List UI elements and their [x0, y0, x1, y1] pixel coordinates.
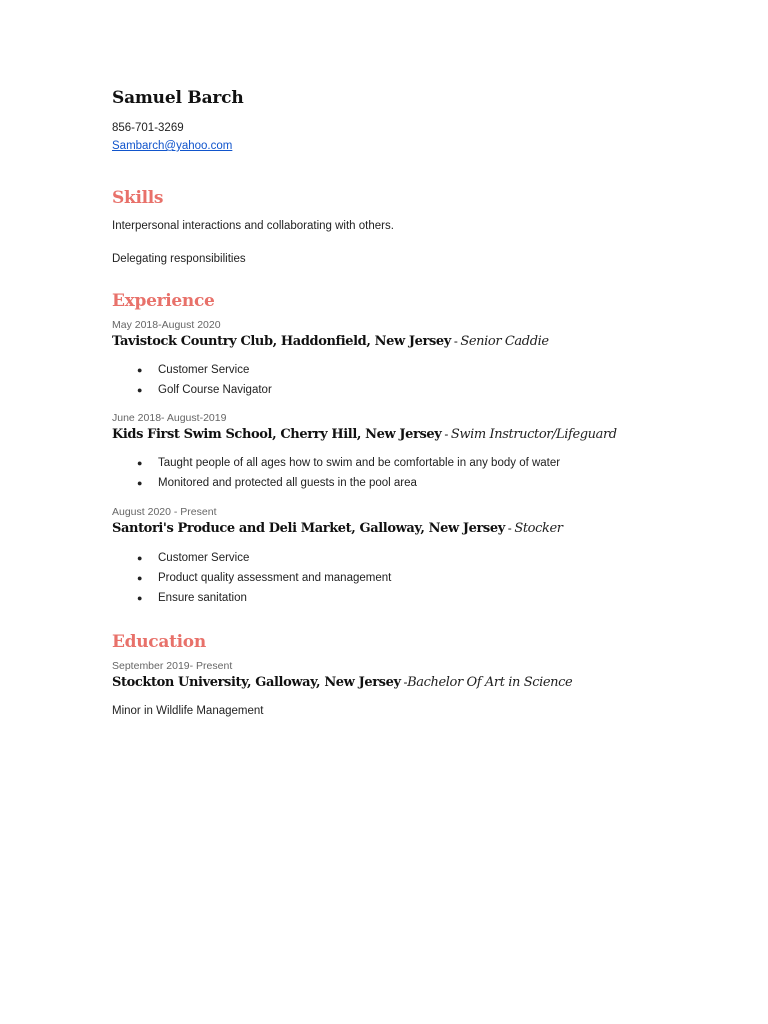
job-separator: - [450, 334, 461, 348]
candidate-name: Samuel Barch [112, 88, 244, 108]
job-date: May 2018-August 2020 [112, 319, 221, 331]
job-date: August 2020 - Present [112, 506, 217, 518]
job-heading [112, 332, 712, 351]
job-duties-list [112, 360, 712, 400]
job-role: Stocker [514, 521, 563, 536]
education-degree: Bachelor Of Art in Science [407, 675, 573, 690]
bullet-dot-icon: ● [137, 478, 143, 488]
experience-section [112, 291, 712, 608]
experience-heading: Experience [112, 291, 215, 311]
bullet-dot-icon: ● [137, 553, 143, 563]
job-organization: Santori's Produce and Deli Market, Galloway, New Jersey [112, 521, 505, 536]
education-heading-line [112, 673, 712, 692]
skill-item: Delegating responsibilities [112, 253, 246, 265]
job-separator: - [504, 521, 515, 535]
job-role: Senior Caddie [460, 334, 549, 349]
bullet-dot-icon: ● [137, 365, 143, 375]
bullet-dot-icon: ● [137, 573, 143, 583]
job-separator: - [441, 427, 451, 441]
job-date: June 2018- August-2019 [112, 412, 227, 424]
list-item: ● Monitored and protected all guests in the pool area [112, 473, 712, 493]
bullet-dot-icon: ● [137, 458, 143, 468]
list-item: ● Golf Course Navigator [112, 380, 712, 400]
job-organization: Tavistock Country Club, Haddonfield, New Jersey [112, 334, 451, 349]
job-entry [112, 318, 712, 400]
education-heading: Education [112, 632, 206, 652]
skills-section [112, 188, 712, 267]
list-item: ● Product quality assessment and management [112, 568, 712, 588]
job-duties-list [112, 453, 712, 493]
job-heading [112, 519, 712, 538]
bullet-dot-icon: ● [137, 593, 143, 603]
list-item: ● Customer Service [112, 548, 712, 568]
job-role: Swim Instructor/Lifeguard [450, 427, 617, 442]
email-link[interactable]: Sambarch@yahoo.com [112, 140, 233, 152]
job-duties-list [112, 548, 712, 608]
list-item: ● Ensure sanitation [112, 588, 712, 608]
list-item: ● Customer Service [112, 360, 712, 380]
education-institution: Stockton University, Galloway, New Jersey [112, 675, 401, 690]
job-entry [112, 505, 712, 608]
phone-number: 856-701-3269 [112, 122, 184, 134]
education-section [112, 632, 712, 719]
skill-item: Interpersonal interactions and collaborating with others. [112, 220, 394, 232]
bullet-dot-icon: ● [137, 385, 143, 395]
job-heading [112, 425, 712, 444]
job-organization: Kids First Swim School, Cherry Hill, New Jersey [112, 427, 442, 442]
education-separator: - [400, 675, 408, 689]
skills-heading: Skills [112, 188, 164, 208]
resume-header [112, 88, 712, 154]
education-date: September 2019- Present [112, 660, 233, 672]
list-item: ● Taught people of all ages how to swim and be comfortable in any body of water [112, 453, 712, 473]
job-entry [112, 411, 712, 493]
resume-page [112, 88, 712, 719]
education-note: Minor in Wildlife Management [112, 705, 264, 717]
